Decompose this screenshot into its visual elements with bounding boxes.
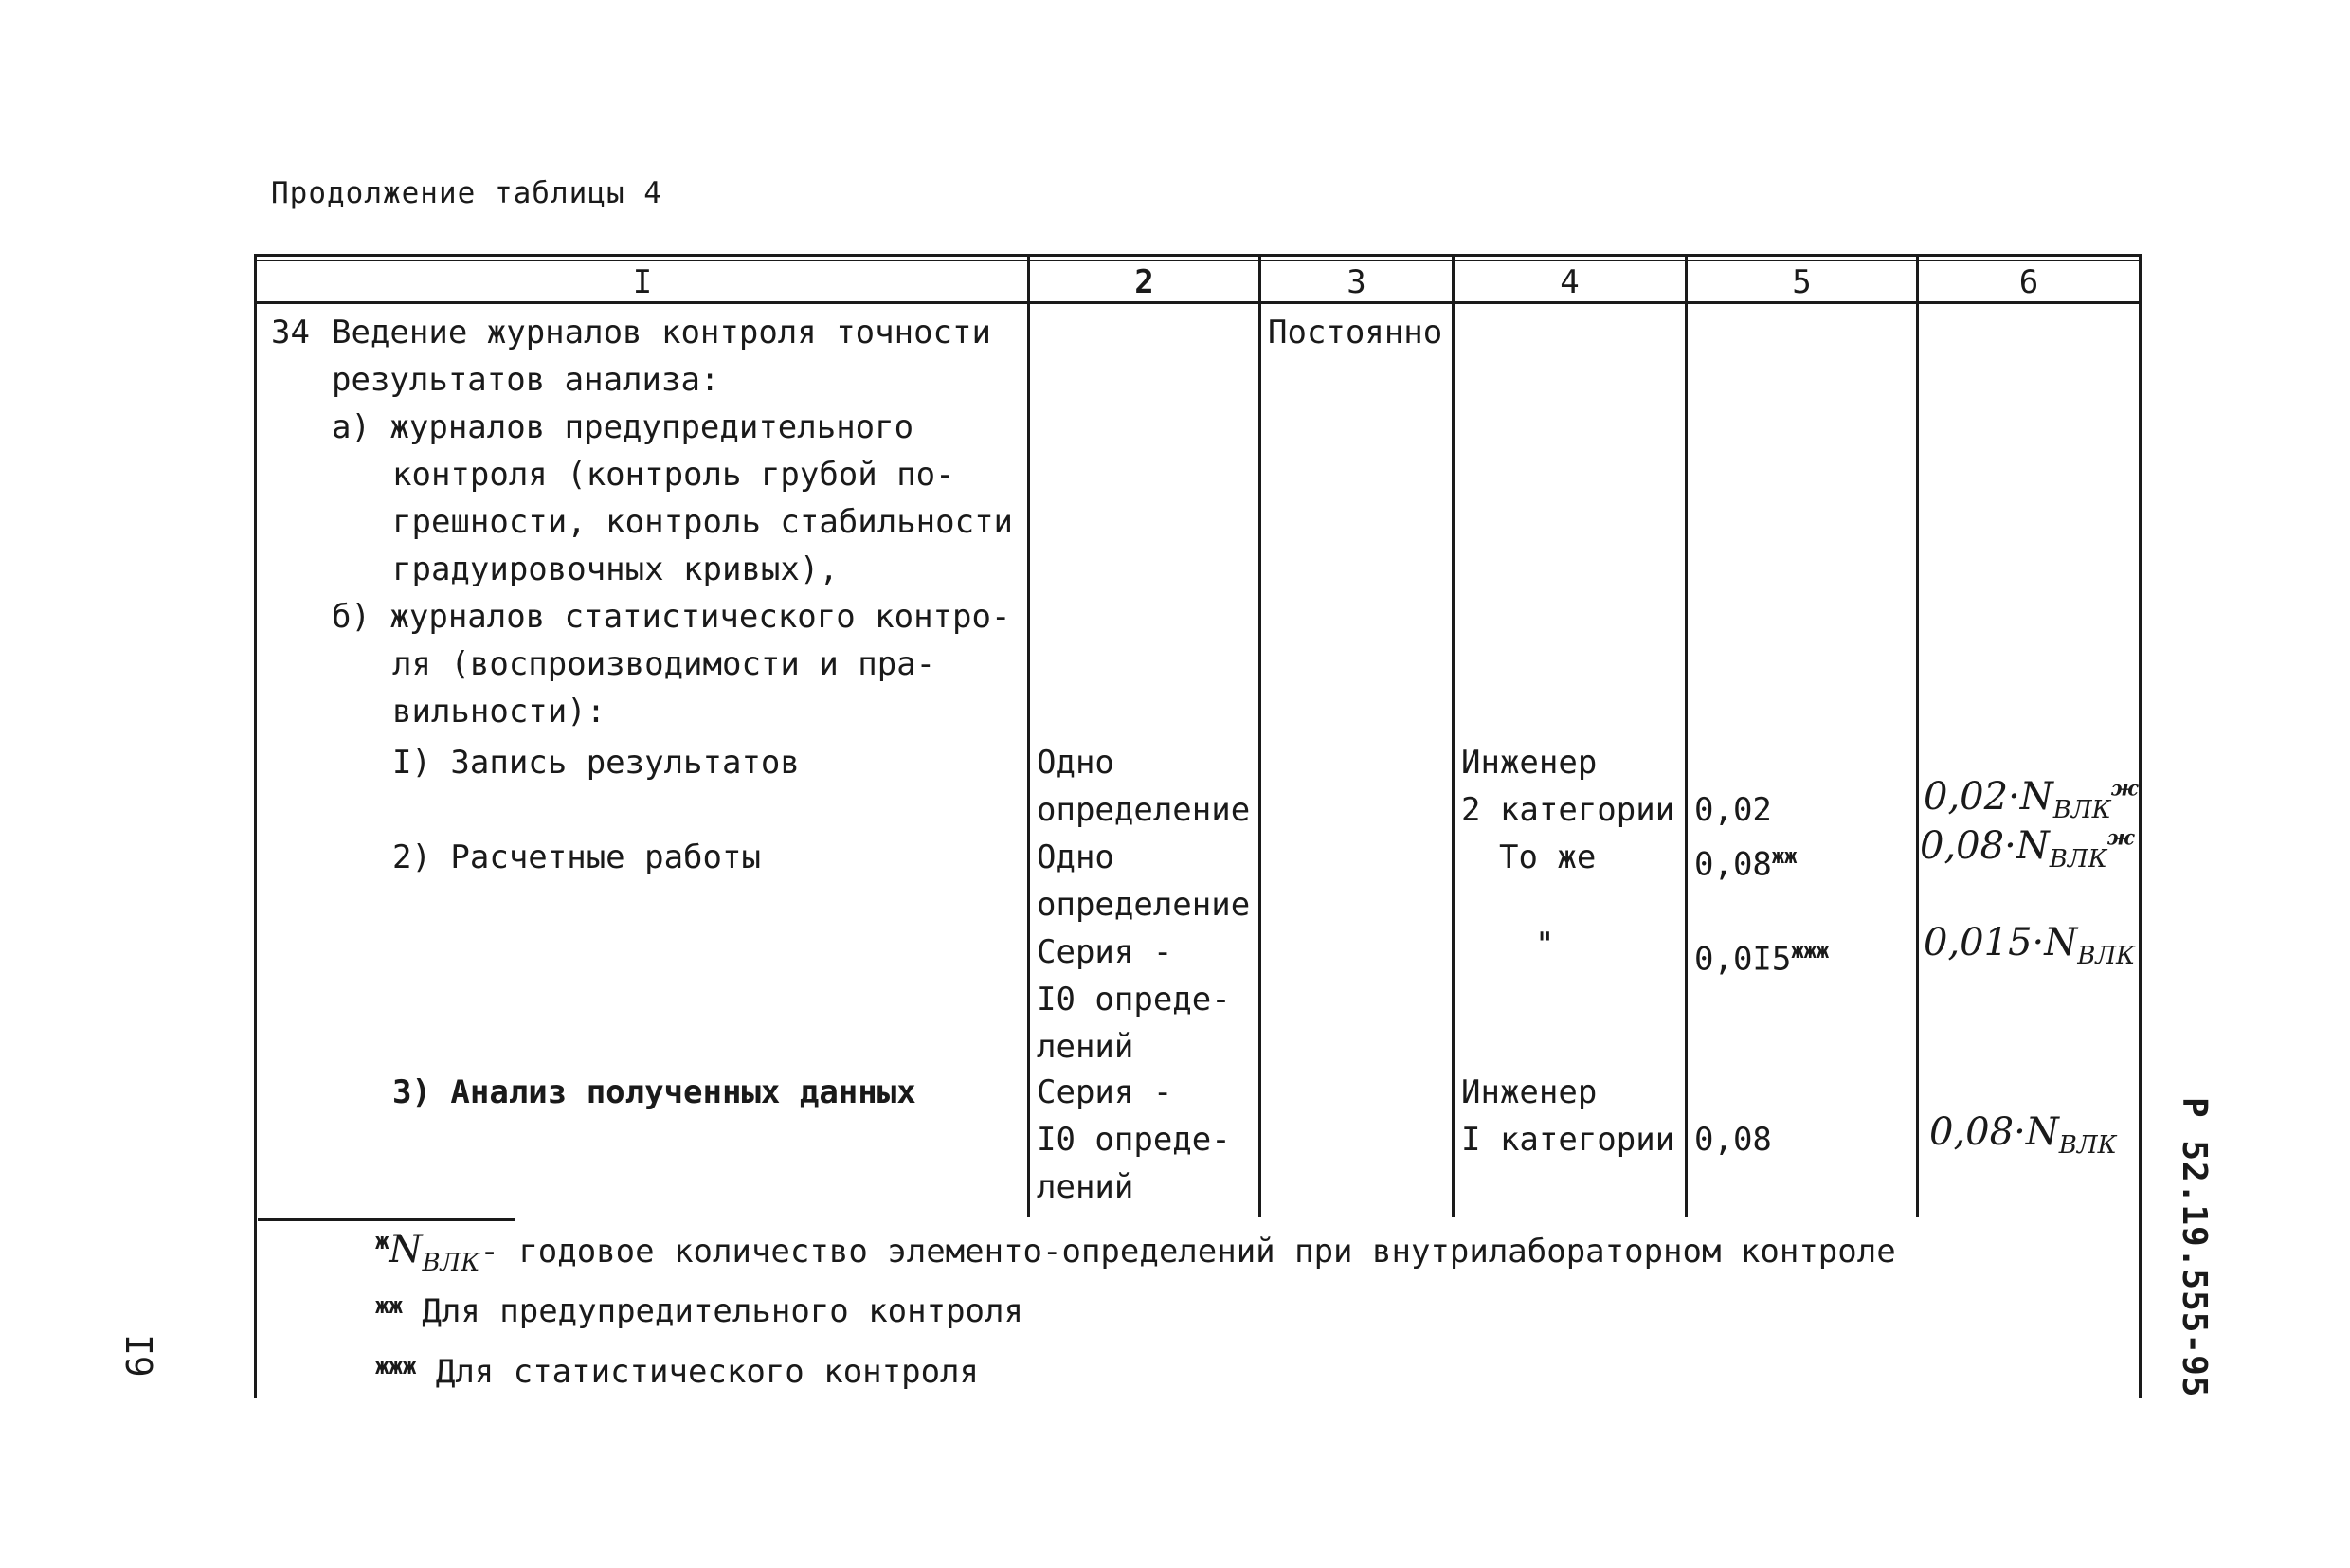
ditto-mark: "	[1535, 926, 1555, 964]
handwritten-norm: $0,015\cdot N_{ВЛК}$	[1924, 921, 2136, 970]
time-norm: $0,0I5^{жжж}$	[1694, 940, 1830, 979]
handwritten-norm: $0,02\cdot N_{ВЛК}^ж$	[1924, 775, 2139, 824]
measurement-unit: Серия -	[1037, 1073, 1173, 1111]
measurement-unit: лений	[1037, 1028, 1134, 1066]
measurement-unit: Одно	[1037, 838, 1114, 876]
handwritten-norm: $0,08\cdot N_{ВЛК}$	[1929, 1110, 2117, 1160]
subitem-data-analysis: 3) Анализ полученных данных	[392, 1073, 916, 1111]
table-top-rule	[254, 254, 2142, 257]
measurement-unit: I0 опреде-	[1037, 981, 1231, 1018]
performer: I категории	[1461, 1121, 1675, 1159]
measurement-unit: I0 опреде-	[1037, 1121, 1231, 1159]
col-divider-4-5	[1685, 254, 1688, 1217]
footnote-1: $^жN_{ВЛК}-$ годовое количество элементо-определений при внутрилабораторном контроле	[375, 1228, 1896, 1277]
header-bottom-rule	[254, 301, 2142, 304]
performer: Инженер	[1461, 744, 1598, 782]
row-number: 34	[271, 314, 310, 351]
handwritten-norm: $0,08\cdot N_{ВЛК}^ж$	[1920, 824, 2135, 874]
time-norm: $0,08^{жж}$	[1694, 845, 1798, 884]
column-header-6: 6	[2018, 263, 2039, 301]
col-divider-2-3	[1258, 254, 1261, 1217]
footnote-2: $^{жж}$ Для предупредительного контроля	[375, 1292, 1023, 1330]
row-description-line: результатов анализа:	[332, 361, 720, 399]
column-header-1: I	[632, 263, 653, 301]
measurement-unit: определение	[1037, 791, 1251, 829]
column-header-3: 3	[1347, 263, 1366, 301]
footnote-3: $^{жжж}$ Для статистического контроля	[375, 1353, 979, 1391]
footnote-rule	[258, 1218, 515, 1221]
periodicity-value: Постоянно	[1268, 314, 1443, 351]
column-header-2: 2	[1134, 263, 1154, 301]
row-description-line: градуировочных кривых),	[392, 550, 839, 588]
performer: Инженер	[1461, 1073, 1598, 1111]
performer: 2 категории	[1461, 791, 1675, 829]
measurement-unit: лений	[1037, 1168, 1134, 1206]
row-description-line: а) журналов предупредительного	[332, 408, 914, 446]
row-description-line: б) журналов статистического контро-	[332, 598, 1011, 636]
subitem-record-results: I) Запись результатов	[392, 744, 800, 782]
table-continuation-heading: Продолжение таблицы 4	[271, 176, 662, 210]
measurement-unit: Одно	[1037, 744, 1114, 782]
row-description-line: Ведение журналов контроля точности	[332, 314, 991, 351]
col-divider-5-6	[1916, 254, 1919, 1217]
col-divider-3-4	[1452, 254, 1455, 1217]
page-number: I9	[118, 1334, 159, 1378]
document-code: Р 52.19.555-95	[2175, 1097, 2214, 1398]
column-header-5: 5	[1792, 263, 1812, 301]
row-description-line: грешности, контроль стабильности	[392, 503, 1014, 541]
measurement-unit: определение	[1037, 886, 1251, 924]
time-norm: 0,02	[1694, 791, 1772, 829]
column-header-4: 4	[1560, 263, 1580, 301]
table-top-rule-inner	[254, 260, 2142, 261]
row-description-line: ля (воспроизводимости и пра-	[392, 645, 936, 683]
row-description-line: вильности):	[392, 693, 606, 730]
performer: То же	[1499, 838, 1597, 876]
time-norm: 0,08	[1694, 1121, 1772, 1159]
col-divider-1-2	[1027, 254, 1030, 1217]
row-description-line: контроля (контроль грубой по-	[392, 456, 955, 494]
subitem-calculation-work: 2) Расчетные работы	[392, 838, 761, 876]
measurement-unit: Серия -	[1037, 933, 1173, 971]
